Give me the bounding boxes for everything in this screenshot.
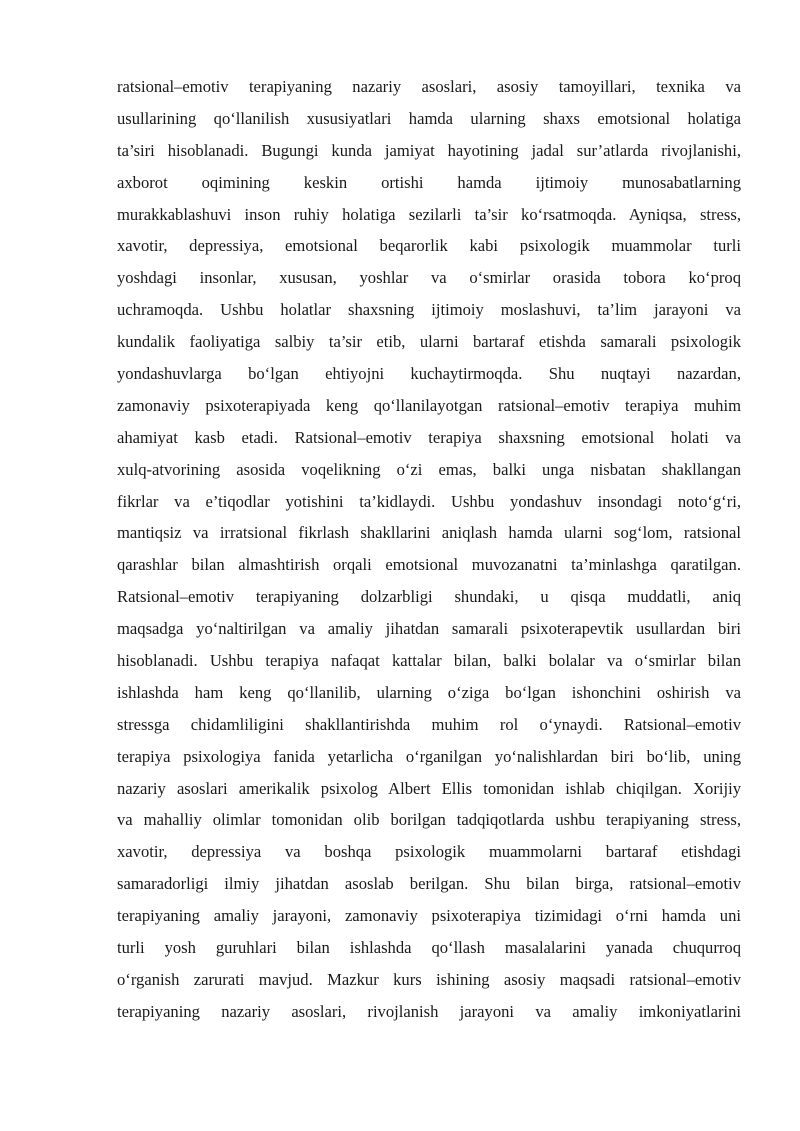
text-line: zamonaviy psixoterapiyada keng qo‘llanilayotgan ratsional–emotiv terapiya muhim	[117, 395, 741, 415]
text-line: usullarining qo‘llanilish xususiyatlari hamda ularning shaxs emotsional holatiga	[117, 108, 741, 128]
text-line: o‘rganish zarurati mavjud. Mazkur kurs ishining asosiy maqsadi ratsional–emotiv	[117, 969, 741, 989]
text-line: xavotir, depressiya va boshqa psixologik muammolarni bartaraf etishdagi	[117, 842, 741, 862]
text-line: yoshdagi insonlar, xususan, yoshlar va o‘smirlar orasida tobora ko‘proq	[117, 268, 741, 288]
text-line: nazariy asoslari amerikalik psixolog Albert Ellis tomonidan ishlab chiqilgan. Xorijiy	[117, 778, 741, 798]
text-line: terapiyaning amaliy jarayoni, zamonaviy psixoterapiya tizimidagi o‘rni hamda uni	[117, 906, 741, 926]
text-line: terapiya psixologiya fanida yetarlicha o‘rganilgan yo‘nalishlardan biri bo‘lib, uning	[117, 746, 741, 766]
text-line: maqsadga yo‘naltirilgan va amaliy jihatdan samarali psixoterapevtik usullardan biri	[117, 619, 741, 639]
text-line: hisoblanadi. Ushbu terapiya nafaqat kattalar bilan, balki bolalar va o‘smirlar bilan	[117, 651, 741, 671]
text-line: axborot oqimining keskin ortishi hamda ijtimoiy munosabatlarning	[117, 172, 741, 192]
text-line: terapiyaning nazariy asoslari, rivojlanish jarayoni va amaliy imkoniyatlarini	[117, 1001, 741, 1021]
text-line: va mahalliy olimlar tomonidan olib borilgan tadqiqotlarda ushbu terapiyaning stress,	[117, 810, 741, 830]
text-line: ratsional–emotiv terapiyaning nazariy asoslari, asosiy tamoyillari, texnika va	[117, 77, 741, 96]
text-line: qarashlar bilan almashtirish orqali emotsional muvozanatni ta’minlashga qaratilgan.	[117, 555, 741, 575]
text-line: xavotir, depressiya, emotsional beqarorlik kabi psixologik muammolar turli	[117, 236, 741, 256]
text-line: stressga chidamliligini shakllantirishda muhim rol o‘ynaydi. Ratsional–emotiv	[117, 714, 741, 734]
text-line: fikrlar va e’tiqodlar yotishini ta’kidlaydi. Ushbu yondashuv insondagi noto‘g‘ri,	[117, 491, 741, 511]
text-line: ta’siri hisoblanadi. Bugungi kunda jamiyat hayotining jadal sur’atlarda rivojlanishi,	[117, 140, 741, 160]
text-line: mantiqsiz va irratsional fikrlash shakllarini aniqlash hamda ularni sog‘lom, ratsional	[117, 523, 741, 543]
text-line: samaradorligi ilmiy jihatdan asoslab berilgan. Shu bilan birga, ratsional–emotiv	[117, 874, 741, 894]
text-line: uchramoqda. Ushbu holatlar shaxsning ijtimoiy moslashuvi, ta’lim jarayoni va	[117, 300, 741, 320]
text-line: kundalik faoliyatiga salbiy ta’sir etib, ularni bartaraf etishda samarali psixologik	[117, 332, 741, 352]
text-line: Ratsional–emotiv terapiyaning dolzarbligi shundaki, u qisqa muddatli, aniq	[117, 587, 741, 607]
text-line: turli yosh guruhlari bilan ishlashda qo‘llash masalalarini yanada chuqurroq	[117, 938, 741, 958]
text-line: yondashuvlarga bo‘lgan ehtiyojni kuchaytirmoqda. Shu nuqtayi nazardan,	[117, 364, 741, 384]
body-paragraph	[117, 71, 741, 1028]
text-line: murakkablashuvi inson ruhiy holatiga sezilarli ta’sir ko‘rsatmoqda. Ayniqsa, stress,	[117, 204, 741, 224]
text-line: ahamiyat kasb etadi. Ratsional–emotiv terapiya shaxsning emotsional holati va	[117, 427, 741, 447]
text-line: ishlashda ham keng qo‘llanilib, ularning o‘ziga bo‘lgan ishonchini oshirish va	[117, 682, 741, 702]
text-line: xulq-atvorining asosida voqelikning o‘zi emas, balki unga nisbatan shakllangan	[117, 459, 741, 479]
